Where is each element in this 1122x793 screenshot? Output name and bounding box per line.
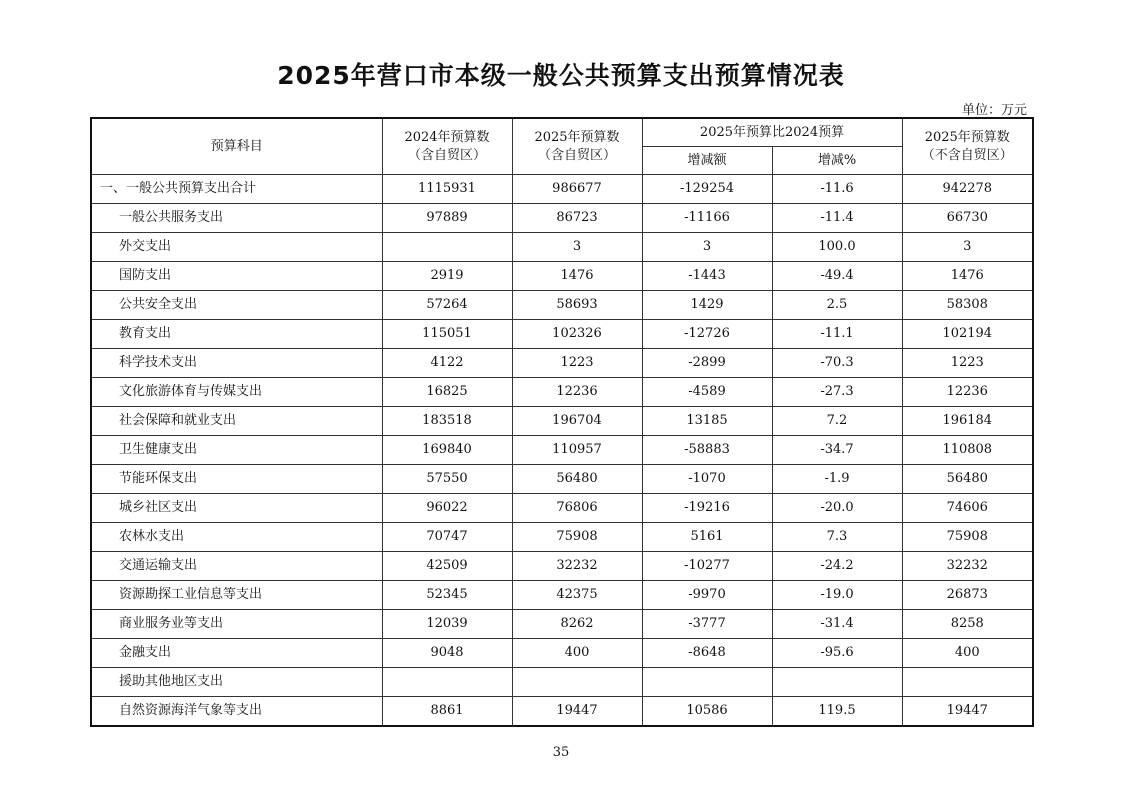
budget-2025-excl-cell: 1476 <box>902 262 1033 291</box>
change-amount-cell: 1429 <box>642 291 772 320</box>
change-amount-cell: -129254 <box>642 175 772 204</box>
header-compare-group: 2025年预算比2024预算 <box>642 118 902 147</box>
budget-2024-cell: 57550 <box>382 465 512 494</box>
change-amount-cell: -1443 <box>642 262 772 291</box>
budget-2025-excl-cell: 400 <box>902 639 1033 668</box>
row-name: 一般公共服务支出 <box>91 204 382 233</box>
table-row <box>91 349 1033 378</box>
budget-2025-excl-cell: 3 <box>902 233 1033 262</box>
change-pct-cell: 119.5 <box>772 697 902 727</box>
row-name: 金融支出 <box>91 639 382 668</box>
change-amount-cell: -12726 <box>642 320 772 349</box>
row-name: 一、一般公共预算支出合计 <box>91 175 382 204</box>
change-pct-cell: 7.2 <box>772 407 902 436</box>
row-name: 节能环保支出 <box>91 465 382 494</box>
change-pct-cell: -70.3 <box>772 349 902 378</box>
row-name: 援助其他地区支出 <box>91 668 382 697</box>
header-change-amount: 增减额 <box>642 147 772 175</box>
budget-2025-excl-cell: 8258 <box>902 610 1033 639</box>
budget-2024-cell: 4122 <box>382 349 512 378</box>
row-name: 资源勘探工业信息等支出 <box>91 581 382 610</box>
header-2025-excl-budget <box>902 118 1033 175</box>
table-row <box>91 465 1033 494</box>
unit-label: 单位：万元 <box>961 103 1027 118</box>
table-row <box>91 320 1033 349</box>
budget-2025-cell: 196704 <box>512 407 642 436</box>
header-2025-line2: （含自贸区） <box>537 147 616 163</box>
budget-2024-cell: 8861 <box>382 697 512 727</box>
budget-2025-cell: 8262 <box>512 610 642 639</box>
change-pct-cell: -11.6 <box>772 175 902 204</box>
header-subject: 预算科目 <box>91 118 382 175</box>
change-amount-cell: 10586 <box>642 697 772 727</box>
header-2025-excl-line2: （不含自贸区） <box>921 147 1013 163</box>
table-row <box>91 639 1033 668</box>
budget-2025-cell: 12236 <box>512 378 642 407</box>
row-name: 城乡社区支出 <box>91 494 382 523</box>
budget-table <box>90 117 1034 727</box>
change-pct-cell: -1.9 <box>772 465 902 494</box>
budget-2025-cell: 1223 <box>512 349 642 378</box>
budget-2024-cell: 70747 <box>382 523 512 552</box>
budget-2025-excl-cell: 110808 <box>902 436 1033 465</box>
table-row <box>91 204 1033 233</box>
change-pct-cell: -95.6 <box>772 639 902 668</box>
change-amount-cell: -8648 <box>642 639 772 668</box>
change-amount-cell: -4589 <box>642 378 772 407</box>
change-amount-cell: -2899 <box>642 349 772 378</box>
row-name: 交通运输支出 <box>91 552 382 581</box>
change-pct-cell: -19.0 <box>772 581 902 610</box>
header-2025-budget <box>512 118 642 175</box>
change-amount-cell: -3777 <box>642 610 772 639</box>
budget-2025-excl-cell: 56480 <box>902 465 1033 494</box>
budget-2025-excl-cell: 19447 <box>902 697 1033 727</box>
row-name: 教育支出 <box>91 320 382 349</box>
table-row <box>91 262 1033 291</box>
header-2024-budget <box>382 118 512 175</box>
header-2024-line2: （含自贸区） <box>407 147 486 163</box>
change-pct-cell: 7.3 <box>772 523 902 552</box>
change-amount-cell: 5161 <box>642 523 772 552</box>
budget-2024-cell: 2919 <box>382 262 512 291</box>
row-name: 社会保障和就业支出 <box>91 407 382 436</box>
budget-2025-excl-cell: 75908 <box>902 523 1033 552</box>
table-row <box>91 581 1033 610</box>
table-row <box>91 552 1033 581</box>
budget-2025-cell: 86723 <box>512 204 642 233</box>
budget-2025-cell: 32232 <box>512 552 642 581</box>
budget-2024-cell: 52345 <box>382 581 512 610</box>
change-pct-cell: -27.3 <box>772 378 902 407</box>
table-total-row <box>91 175 1033 204</box>
change-amount-cell: -58883 <box>642 436 772 465</box>
budget-2025-excl-cell: 12236 <box>902 378 1033 407</box>
row-name: 国防支出 <box>91 262 382 291</box>
budget-2025-cell: 19447 <box>512 697 642 727</box>
table-row <box>91 436 1033 465</box>
budget-2024-cell: 115051 <box>382 320 512 349</box>
budget-2025-cell <box>512 668 642 697</box>
budget-2025-excl-cell: 66730 <box>902 204 1033 233</box>
budget-2025-excl-cell: 1223 <box>902 349 1033 378</box>
change-pct-cell: -49.4 <box>772 262 902 291</box>
change-amount-cell: -11166 <box>642 204 772 233</box>
change-amount-cell: -9970 <box>642 581 772 610</box>
budget-2025-cell: 110957 <box>512 436 642 465</box>
change-pct-cell: 100.0 <box>772 233 902 262</box>
row-name: 外交支出 <box>91 233 382 262</box>
table-row <box>91 523 1033 552</box>
budget-2025-excl-cell: 58308 <box>902 291 1033 320</box>
change-amount-cell: -1070 <box>642 465 772 494</box>
budget-2024-cell: 1115931 <box>382 175 512 204</box>
budget-2025-excl-cell: 196184 <box>902 407 1033 436</box>
budget-2024-cell: 169840 <box>382 436 512 465</box>
change-amount-cell: 3 <box>642 233 772 262</box>
change-pct-cell: -24.2 <box>772 552 902 581</box>
row-name: 自然资源海洋气象等支出 <box>91 697 382 727</box>
header-2025-excl-line1: 2025年预算数 <box>924 129 1010 145</box>
budget-2025-excl-cell: 74606 <box>902 494 1033 523</box>
budget-2025-cell: 1476 <box>512 262 642 291</box>
budget-2024-cell: 16825 <box>382 378 512 407</box>
change-pct-cell: 2.5 <box>772 291 902 320</box>
budget-2025-cell: 102326 <box>512 320 642 349</box>
change-pct-cell: -20.0 <box>772 494 902 523</box>
budget-2025-cell: 3 <box>512 233 642 262</box>
budget-2025-excl-cell: 102194 <box>902 320 1033 349</box>
row-name: 农林水支出 <box>91 523 382 552</box>
budget-2024-cell: 97889 <box>382 204 512 233</box>
header-2025-line1: 2025年预算数 <box>534 129 620 145</box>
budget-2024-cell: 9048 <box>382 639 512 668</box>
change-pct-cell: -34.7 <box>772 436 902 465</box>
header-2024-line1: 2024年预算数 <box>404 129 490 145</box>
row-name: 公共安全支出 <box>91 291 382 320</box>
table-row <box>91 697 1033 727</box>
table-row <box>91 494 1033 523</box>
page-number: 35 <box>552 745 570 760</box>
budget-2025-cell: 42375 <box>512 581 642 610</box>
budget-2024-cell: 183518 <box>382 407 512 436</box>
budget-2025-cell: 400 <box>512 639 642 668</box>
table-row <box>91 668 1033 697</box>
budget-2024-cell: 96022 <box>382 494 512 523</box>
table-row <box>91 378 1033 407</box>
table-row <box>91 407 1033 436</box>
change-amount-cell: 13185 <box>642 407 772 436</box>
row-name: 商业服务业等支出 <box>91 610 382 639</box>
change-pct-cell: -11.4 <box>772 204 902 233</box>
budget-2024-cell: 42509 <box>382 552 512 581</box>
budget-2025-cell: 76806 <box>512 494 642 523</box>
row-name: 文化旅游体育与传媒支出 <box>91 378 382 407</box>
budget-2025-excl-cell <box>902 668 1033 697</box>
change-pct-cell: -31.4 <box>772 610 902 639</box>
budget-2025-cell: 986677 <box>512 175 642 204</box>
page-title: 2025年营口市本级一般公共预算支出预算情况表 <box>277 61 845 90</box>
budget-2024-cell <box>382 233 512 262</box>
budget-2024-cell: 57264 <box>382 291 512 320</box>
budget-2025-cell: 58693 <box>512 291 642 320</box>
budget-2025-excl-cell: 32232 <box>902 552 1033 581</box>
budget-2025-cell: 56480 <box>512 465 642 494</box>
table-row <box>91 291 1033 320</box>
budget-2025-excl-cell: 942278 <box>902 175 1033 204</box>
budget-2024-cell: 12039 <box>382 610 512 639</box>
budget-2025-cell: 75908 <box>512 523 642 552</box>
change-pct-cell: -11.1 <box>772 320 902 349</box>
row-name: 科学技术支出 <box>91 349 382 378</box>
header-change-pct: 增减% <box>772 147 902 175</box>
budget-2025-excl-cell: 26873 <box>902 581 1033 610</box>
table-row <box>91 610 1033 639</box>
change-amount-cell <box>642 668 772 697</box>
change-pct-cell <box>772 668 902 697</box>
change-amount-cell: -10277 <box>642 552 772 581</box>
row-name: 卫生健康支出 <box>91 436 382 465</box>
change-amount-cell: -19216 <box>642 494 772 523</box>
table-row <box>91 233 1033 262</box>
budget-2024-cell <box>382 668 512 697</box>
